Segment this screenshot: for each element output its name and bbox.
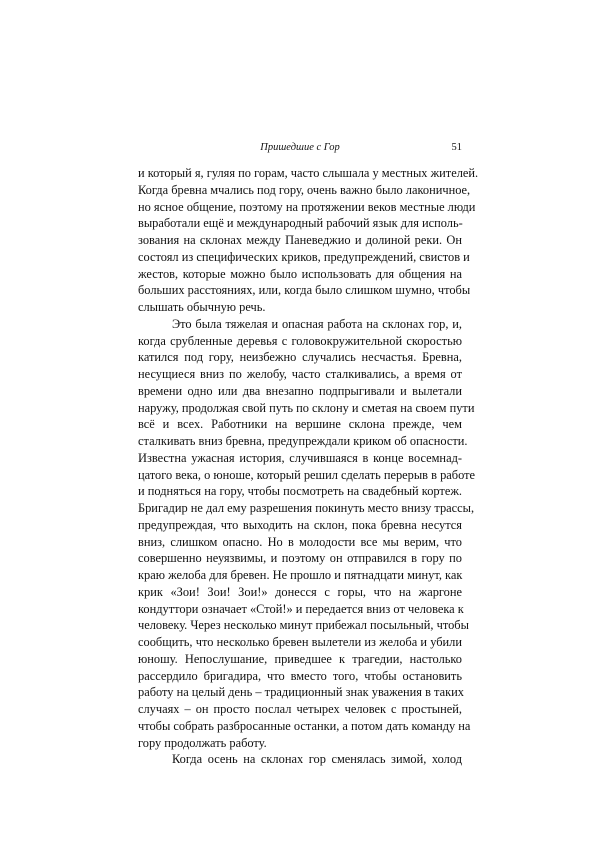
text-line: Когда бревна мчались под гору, очень важно было лаконичное, [138, 182, 471, 197]
paragraph-first-line: Это была тяжелая и опасная работа на склонах гор, и, [172, 316, 462, 331]
text-line: случаях – он просто послал четырех человек с простыней, [138, 702, 462, 716]
text-line: цатого века, о юноше, который решил сделать перерыв в работе [138, 467, 476, 482]
text-line: совершенно неуязвимы, и поэтому он отправился в гору по [138, 551, 462, 566]
text-line: несущиеся вниз по желобу, часто сталкивались, а время от [138, 367, 462, 381]
text-line: Известна ужасная история, случившаяся в конце восемнад- [138, 450, 462, 465]
text-line: вниз, слишком опасно. Но в молодости все мы верим, что [138, 534, 462, 549]
text-line: краю желоба для бревен. Не прошло и пятнадцати минут, как [138, 568, 463, 582]
body-text [138, 165, 479, 768]
text-line: слышать обычную речь. [138, 300, 266, 314]
text-line: жестов, которые можно было использовать для общения на [138, 266, 462, 281]
text-line: и подняться на гору, чтобы посмотреть на свадебный кортеж. [138, 484, 462, 499]
text-line: работу на целый день – традиционный знак уважения в таких [138, 685, 464, 700]
text-line: юношу. Непослушание, приведшее к трагедии, настолько [138, 651, 462, 666]
text-line: предупреждая, что выходить на склон, пока бревна несутся [138, 517, 462, 532]
running-header [138, 141, 462, 155]
text-line: крик «Зои! Зои! Зои!» донесся с горы, что на жаргоне [138, 584, 462, 599]
text-line: сообщить, что несколько бревен вылетели из желоба и убили [138, 635, 462, 649]
text-line: зования на склонах между Паневеджио и долиной реки. Он [138, 233, 462, 247]
page-number: 51 [451, 142, 462, 153]
text-line: всё и всех. Работники на вершине склона прежде, чем [138, 417, 462, 432]
text-line: чтобы собрать разбросанные останки, а потом дать команду на [138, 718, 471, 733]
text-line: и который я, гуляя по горам, часто слышала у местных жителей. [138, 166, 479, 180]
paragraph-first-line: Когда осень на склонах гор сменялась зимой, холод [172, 752, 462, 767]
text-line: но ясное общение, поэтому на протяжении веков местные люди [138, 199, 476, 214]
text-line: выработали ещё и международный рабочий язык для исполь- [138, 216, 463, 231]
text-line: гору продолжать работу. [138, 735, 267, 750]
text-line: рассердило бригадира, что вместо того, чтобы остановить [138, 668, 462, 683]
text-line: наружу, продолжая свой путь по склону и сметая на своем пути [138, 400, 475, 415]
text-line: человеку. Через несколько минут прибежал посыльный, чтобы [138, 618, 469, 633]
text-line: когда срубленные деревья с головокружительной скоростью [138, 333, 462, 348]
text-line: больших расстояниях, или, когда было слишком шумно, чтобы [138, 283, 471, 298]
running-title: Пришедшие с Гор [260, 142, 340, 153]
text-line: сталкивать вниз бревна, предупреждали криком об опасности. [138, 434, 468, 448]
text-line: Бригадир не дал ему разрешения покинуть место внизу трассы, [138, 501, 475, 515]
text-line: состоял из специфических криков, предупреждений, свистов и [138, 249, 470, 264]
text-line: времени одно или два внезапно подпрыгивали и вылетали [138, 383, 462, 398]
text-line: кондуттори означает «Стой!» и передается вниз от человека к [138, 601, 464, 616]
text-line: катился под гору, неизбежно случались несчастья. Бревна, [138, 350, 462, 365]
